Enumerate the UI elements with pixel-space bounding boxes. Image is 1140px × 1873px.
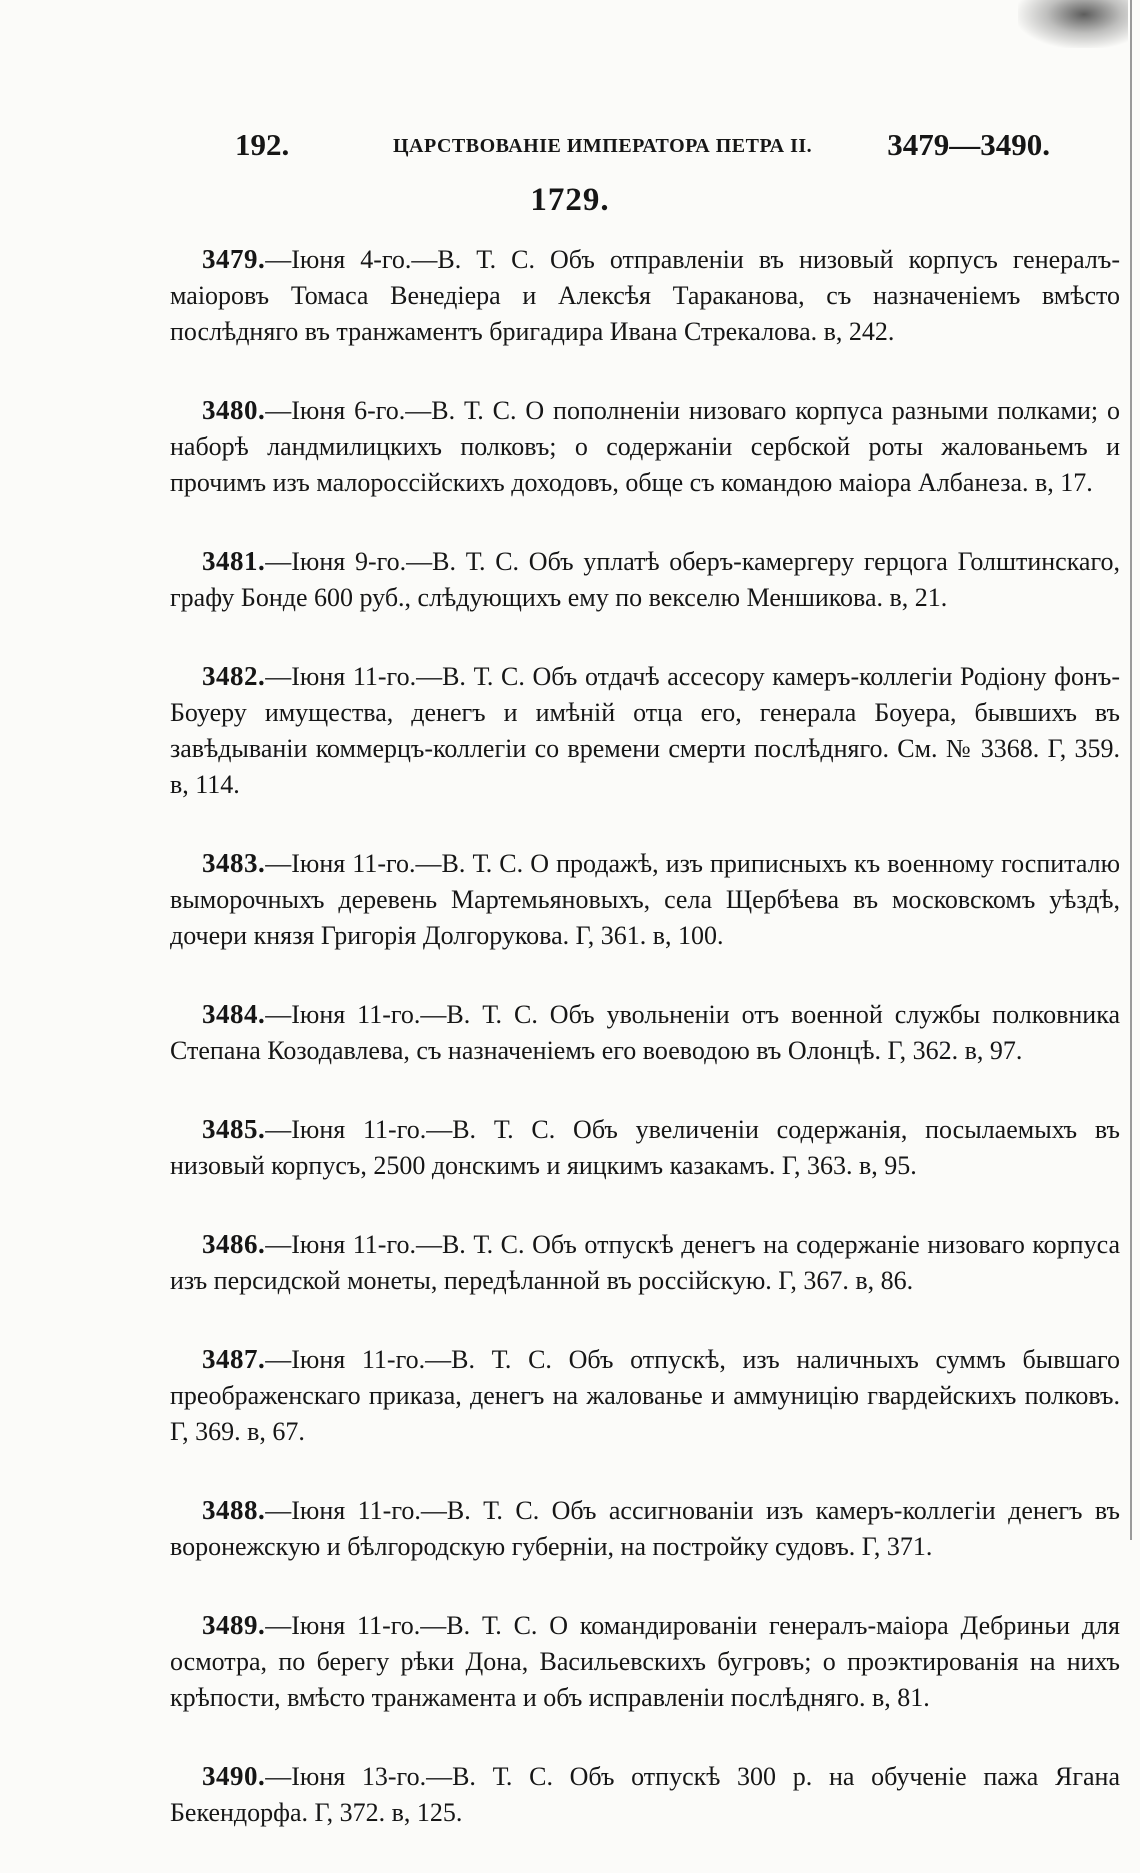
entry-3487 (170, 1341, 1120, 1450)
entry-number: 3480. (202, 395, 266, 425)
entry-number: 3487. (202, 1344, 266, 1374)
entries-list (170, 241, 1120, 1873)
entry-3483 (170, 845, 1120, 954)
running-head: ЦАРСТВОВАНІЕ ИМПЕРАТОРА ПЕТРА II. (393, 135, 813, 157)
entry-number: 3482. (202, 661, 266, 691)
entry-text: —Іюня 13-го.—В. Т. С. Объ отпускѣ 300 р. на обученіе пажа Ягана Бекендорфа. Г, 372. в, 125. (170, 1762, 1120, 1827)
entry-number: 3479. (202, 244, 266, 274)
entry-text: —Іюня 6-го.—В. Т. С. О пополненіи низоваго корпуса разными полками; о наборѣ ландмилицкихъ полковъ; о содержаніи сербской роты жалованьемъ и прочимъ изъ малороссійскихъ доходовъ, обще съ командою маіора Албанеза. в, 17. (170, 396, 1120, 497)
year-heading: 1729. (530, 182, 610, 218)
entry-3486 (170, 1226, 1120, 1299)
entry-range: 3479—3490. (887, 127, 1050, 162)
entry-3489 (170, 1607, 1120, 1716)
entry-text: —Іюня 9-го.—В. Т. С. Объ уплатѣ оберъ-камергеру герцога Голштинскаго, графу Бонде 600 руб., слѣдующихъ ему по векселю Меншикова. в, 21. (170, 547, 1120, 612)
entry-text: —Іюня 11-го.—В. Т. С. Объ отпускѣ денегъ на содержаніе низоваго корпуса изъ персидской монеты, передѣланной въ россійскую. Г, 367. в, 86. (170, 1230, 1120, 1295)
entry-3490 (170, 1758, 1120, 1831)
entry-text: —Іюня 11-го.—В. Т. С. Объ увеличеніи содержанія, посылаемыхъ въ низовый корпусъ, 2500 донскимъ и яицкимъ казакамъ. Г, 363. в, 95. (170, 1115, 1120, 1180)
entry-text: —Іюня 4-го.—В. Т. С. Объ отправленіи въ низовый корпусъ генералъ-маіоровъ Томаса Венедіера и Алексѣя Тараканова, съ назначеніемъ вмѣсто послѣдняго въ транжаментъ бригадира Ивана Стрекалова. в, 242. (170, 245, 1120, 346)
entry-text: —Іюня 11-го.—В. Т. С. О командированіи генералъ-маіора Дебриньи для осмотра, по берегу рѣки Дона, Васильевскихъ бугровъ; о проэктированія на нихъ крѣпости, вмѣсто транжамента и объ исправленіи послѣдняго. в, 81. (170, 1611, 1120, 1712)
entry-3482 (170, 658, 1120, 803)
entry-number: 3484. (202, 999, 266, 1029)
entry-text: —Іюня 11-го.—В. Т. С. Объ отдачѣ ассесору камеръ-коллегіи Родіону фонъ-Боуеру имущества, денегъ и имѣній отца его, генерала Боуера, бывшихъ въ завѣдываніи коммерцъ-коллегіи со времени смерти послѣдняго. См. № 3368. Г, 359. в, 114. (170, 662, 1120, 799)
entry-text: —Іюня 11-го.—В. Т. С. Объ увольненіи отъ военной службы полковника Степана Козодавлева, съ назначеніемъ его воеводою въ Олонцѣ. Г, 362. в, 97. (170, 1000, 1120, 1065)
scan-smudge (1018, 0, 1128, 48)
entry-3481 (170, 543, 1120, 616)
entry-3480 (170, 392, 1120, 501)
entry-number: 3489. (202, 1610, 266, 1640)
entry-number: 3485. (202, 1114, 266, 1144)
entry-text: —Іюня 11-го.—В. Т. С. Объ ассигнованіи изъ камеръ-коллегіи денегъ въ воронежскую и бѣлгородскую губерніи, на постройку судовъ. Г, 371. (170, 1496, 1120, 1561)
page-edge-line (1130, 0, 1132, 1540)
entry-text: —Іюня 11-го.—В. Т. С. О продажѣ, изъ приписныхъ къ военному госпиталю выморочныхъ деревень Мартемьяновыхъ, села Щербѣева въ московскомъ уѣздѣ, дочери князя Григорія Долгорукова. Г, 361. в, 100. (170, 849, 1120, 950)
entry-3488 (170, 1492, 1120, 1565)
entry-number: 3483. (202, 848, 266, 878)
entry-number: 3490. (202, 1761, 266, 1791)
entry-3484 (170, 996, 1120, 1069)
entry-number: 3488. (202, 1495, 266, 1525)
entry-3479 (170, 241, 1120, 350)
page-header (235, 127, 1050, 167)
entry-number: 3481. (202, 546, 266, 576)
entry-text: —Іюня 11-го.—В. Т. С. Объ отпускѣ, изъ наличныхъ суммъ бывшаго преображенскаго приказа, денегъ на жалованье и аммуницію гвардейскихъ полковъ. Г, 369. в, 67. (170, 1345, 1120, 1446)
entry-3485 (170, 1111, 1120, 1184)
page-number: 192. (235, 127, 290, 162)
entry-number: 3486. (202, 1229, 266, 1259)
